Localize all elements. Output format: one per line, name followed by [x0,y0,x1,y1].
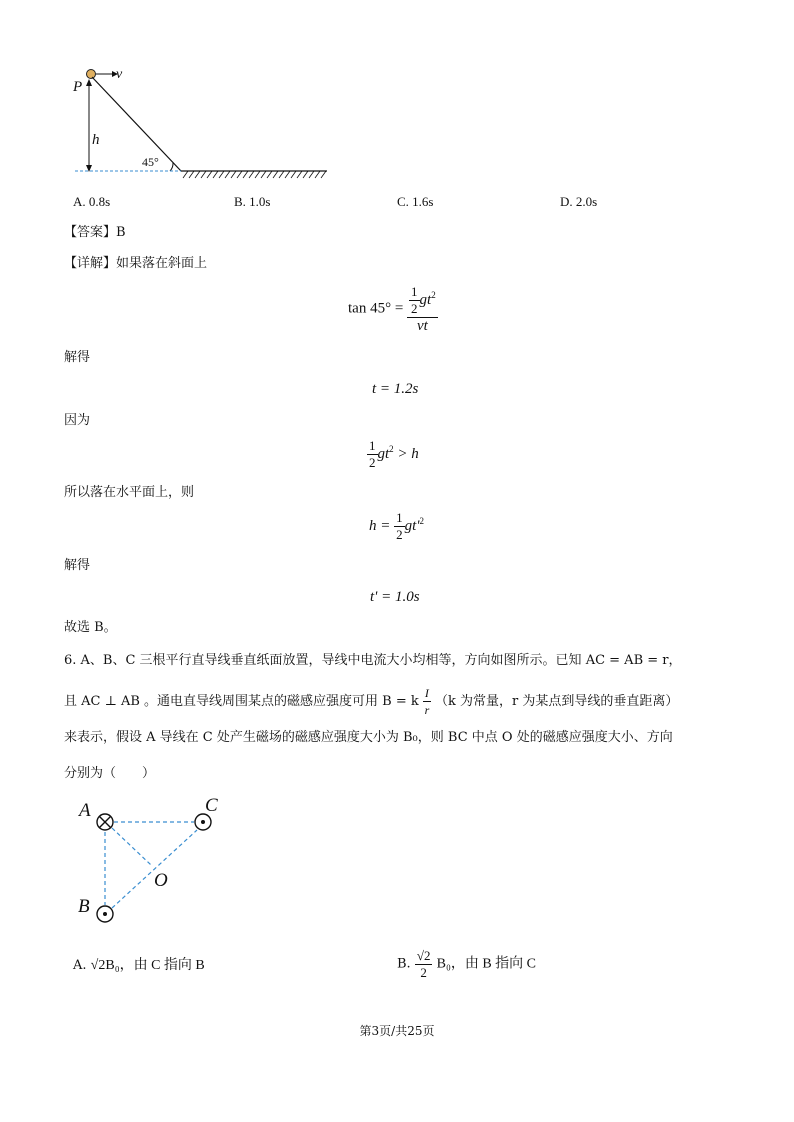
q6-line-1: 6. A、B、C 三根平行直导线垂直纸面放置，导线中电流大小均相等，方向如图所示。已知 AC = AB = r， [64,653,682,668]
option-b: B. 1.0s [234,194,271,209]
wire-c-out-icon [195,814,211,830]
label-h: h [92,132,100,148]
solve-label-1: 解得 [64,350,91,365]
label-o: O [154,870,168,891]
wires-figure [70,790,230,930]
wire-b-out-icon [97,906,113,922]
answer-line: 【答案】B [64,225,126,240]
label-c: C [205,795,218,816]
label-p: P [73,79,83,95]
page-footer: 第3页/共25页 [359,1024,435,1038]
equation-h: h = $\frac{1}{2}$ $gt'^2$ [369,510,425,542]
so-label: 所以落在水平面上，则 [64,485,195,500]
detail-line: 【详解】如果落在斜面上 [64,256,208,271]
conclusion-line: 故选 B。 [64,620,117,635]
incline-line [92,77,181,171]
q6-option-a: A. √2B₀，由 C 指向 B [73,958,205,973]
ground-hatch [183,171,326,178]
dashed-bc [112,830,197,908]
because-label: 因为 [64,413,91,428]
label-a: A [79,800,91,821]
projectile-figure [70,60,340,185]
label-v: v [116,67,123,82]
equation-compare: $\frac{1}{2}$ $gt^2 > h$ [369,438,419,470]
option-a: A. 0.8s [73,194,111,209]
option-d: D. 2.0s [560,194,598,209]
equation-t: t = 1.2s [372,381,419,397]
ball-icon [87,70,96,79]
option-c: C. 1.6s [397,194,434,209]
label-b: B [78,896,90,917]
q6-line-2: 且 AC ⊥ AB 。通电直导线周围某点的磁感应强度可用 B = k $\frac{I}{r}$ （k 为常量，r 为某点到导线的垂直距离） [64,686,679,717]
equation-tan: tan 45° = $\frac{1}{2}$ $gt^2$ vt [348,284,436,334]
solve-label-2: 解得 [64,558,91,573]
dashed-ao [112,828,151,865]
label-angle: 45° [142,155,159,169]
wire-a-into-icon [97,814,113,830]
q6-option-b: B. $\frac{√2}{2}$ B₀，由 B 指向 C [397,948,537,980]
angle-arc [170,163,173,171]
q6-line-4: 分别为（ ） [64,766,156,781]
q6-line-3: 来表示，假设 A 导线在 C 处产生磁场的磁感应强度大小为 B₀，则 BC 中点 O 处的磁感应强度大小、方向 [64,730,673,745]
equation-t-prime: t' = 1.0s [370,589,420,605]
